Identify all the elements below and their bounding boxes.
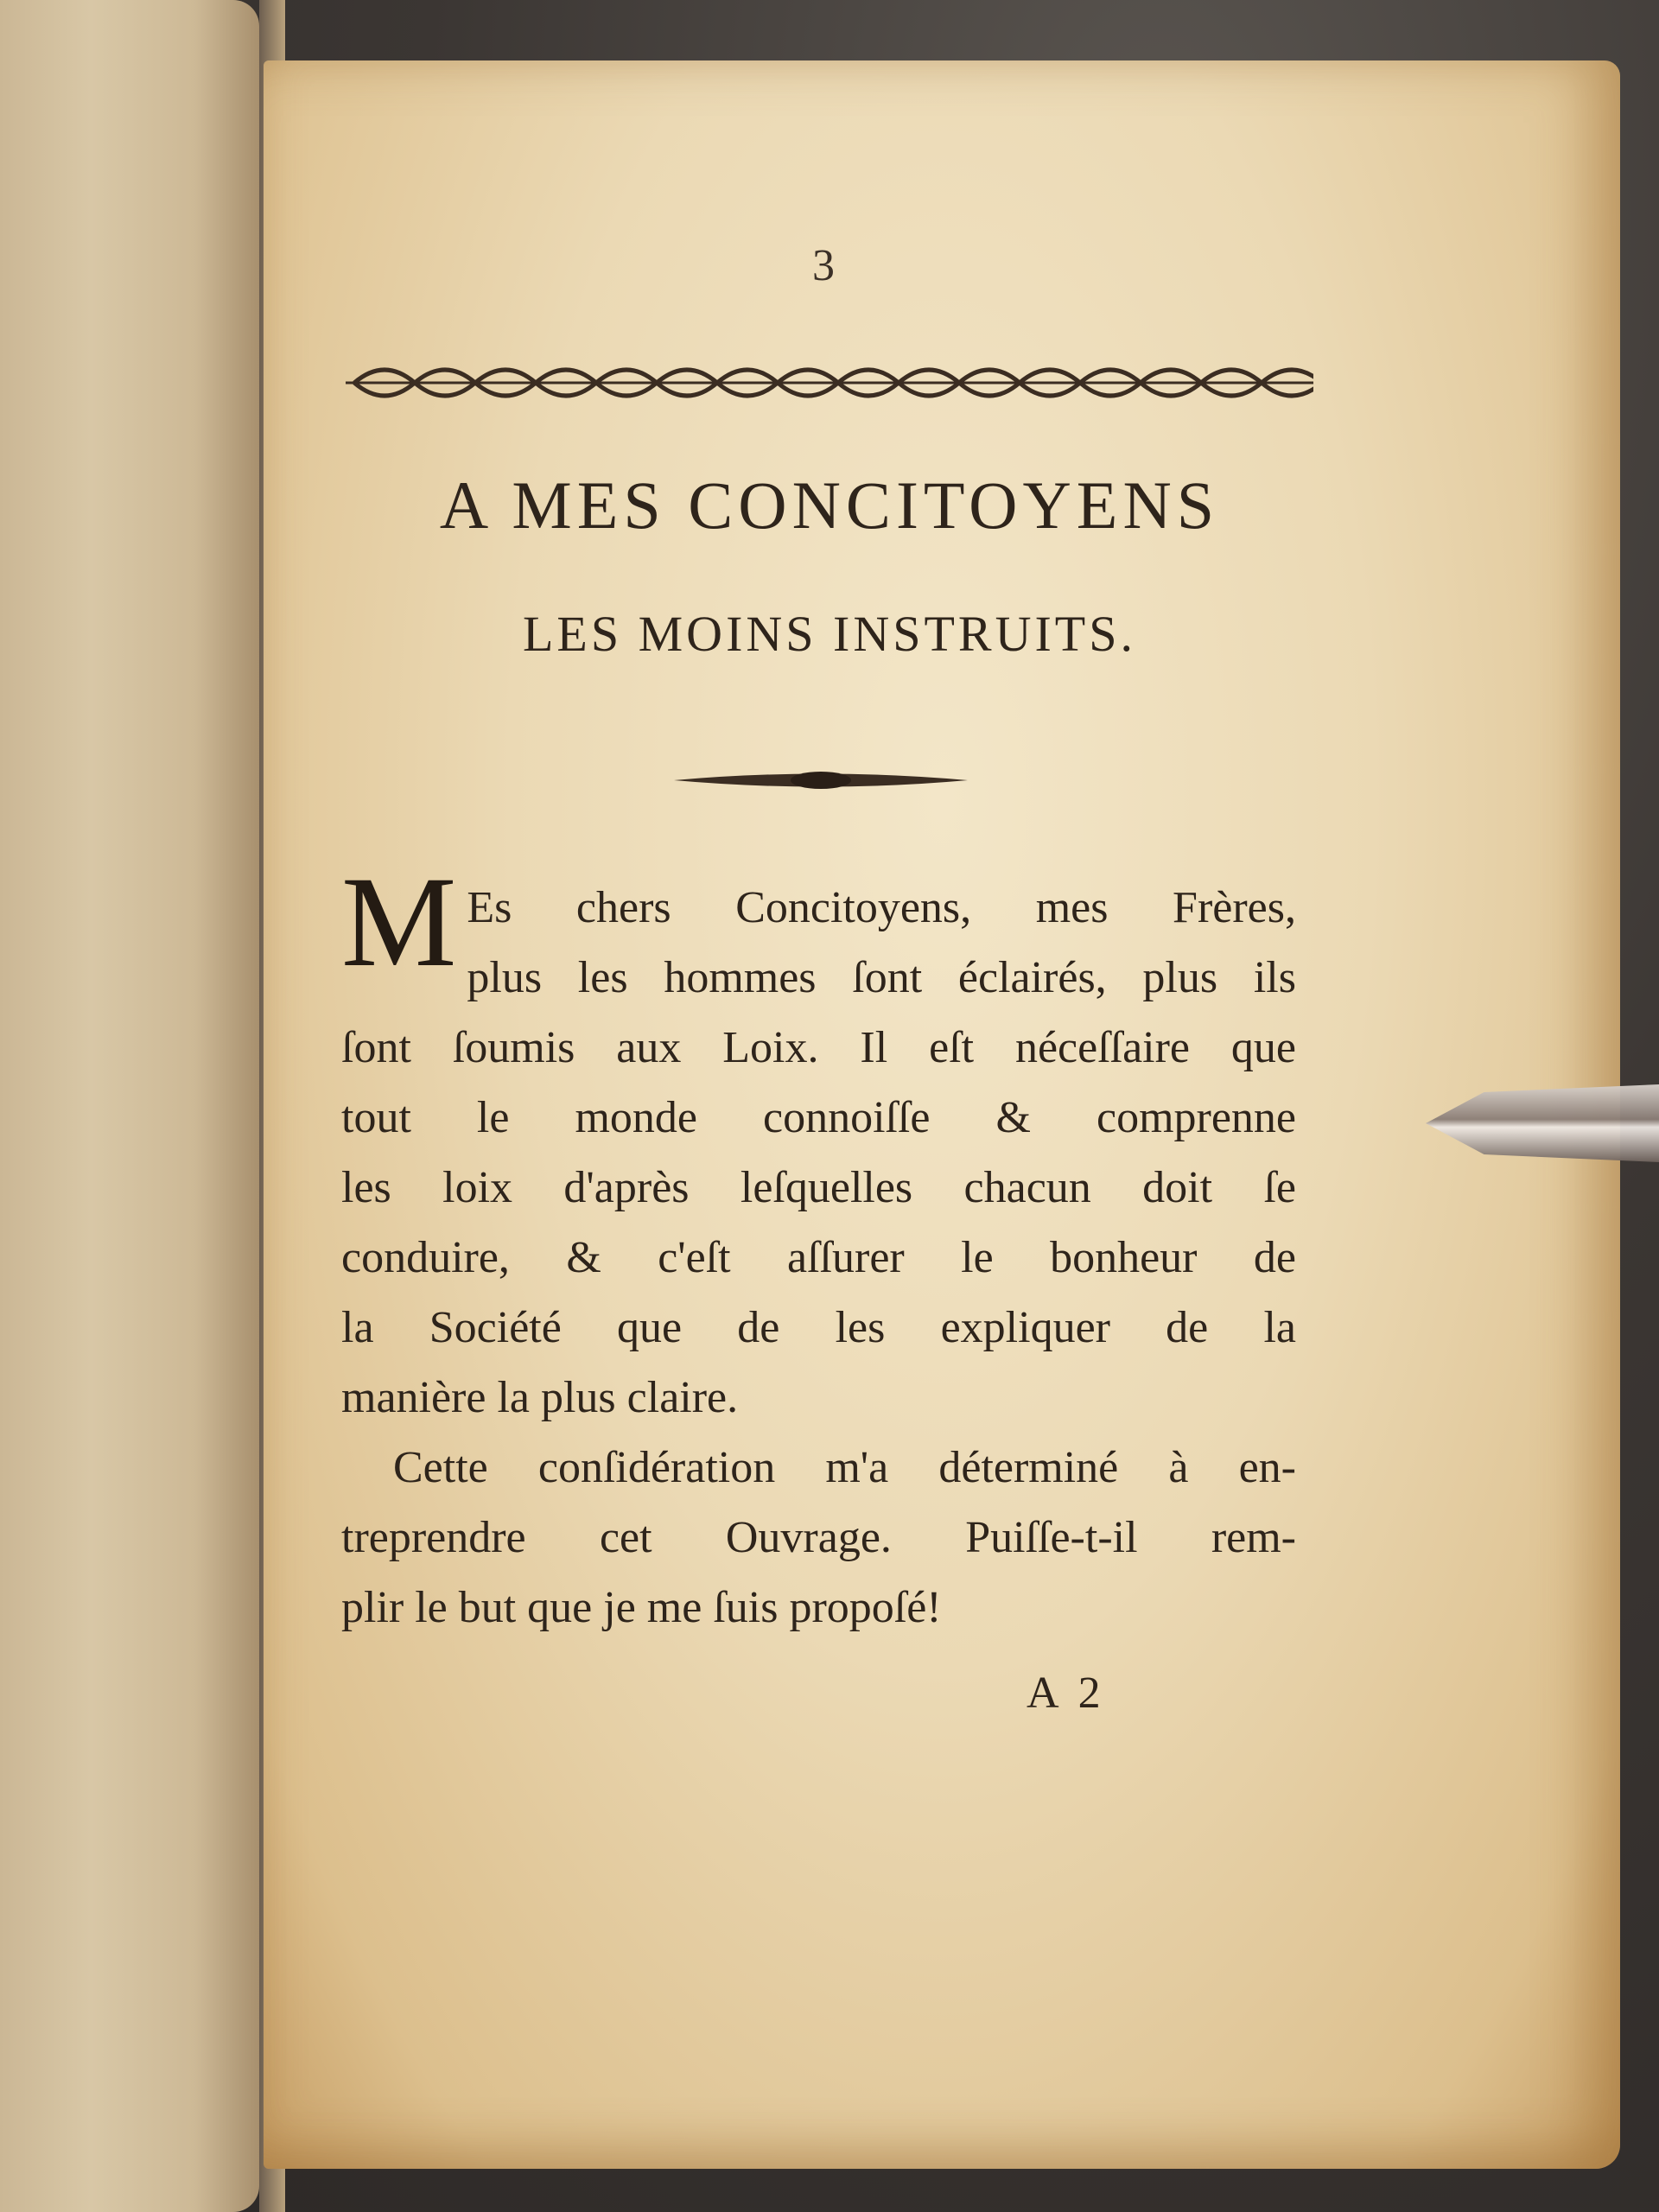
text-line: les loix d'après leſquelles chacun doit ſe xyxy=(341,1163,1296,1212)
page-number: 3 xyxy=(812,241,835,290)
text-line: la Société que de les expliquer de la xyxy=(341,1303,1296,1352)
text-line: treprendre cet Ouvrage. Puiſſe-t-il rem- xyxy=(341,1513,1296,1562)
text-line: manière la plus claire. xyxy=(341,1373,739,1422)
facing-blank-page xyxy=(0,0,259,2212)
signature-mark: A 2 xyxy=(1027,1669,1106,1718)
body-text xyxy=(341,850,1296,1643)
text-line: ſont ſoumis aux Loix. Il eſt néceſſaire que xyxy=(341,1023,1296,1072)
paragraph-2 xyxy=(341,1433,1296,1643)
decorative-divider xyxy=(674,767,968,793)
text-line: Es chers Concitoyens, mes Frères, xyxy=(467,883,1296,932)
paragraph-1 xyxy=(341,850,1296,1433)
text-line: tout le monde connoiſſe & comprenne xyxy=(341,1093,1296,1142)
drop-cap: M xyxy=(341,850,457,994)
text-line: plus les hommes ſont éclairés, plus ils xyxy=(467,953,1296,1002)
text-line: Cette conſidération m'a déterminé à en- xyxy=(393,1443,1296,1492)
ornament-band xyxy=(346,353,1313,413)
page-subtitle: LES MOINS INSTRUITS. xyxy=(523,606,1136,662)
text-line: plir le but que je me ſuis propoſé! xyxy=(341,1583,942,1632)
text-line: conduire, & c'eſt aſſurer le bonheur de xyxy=(341,1233,1296,1282)
page-title: A MES CONCITOYENS xyxy=(439,467,1220,543)
